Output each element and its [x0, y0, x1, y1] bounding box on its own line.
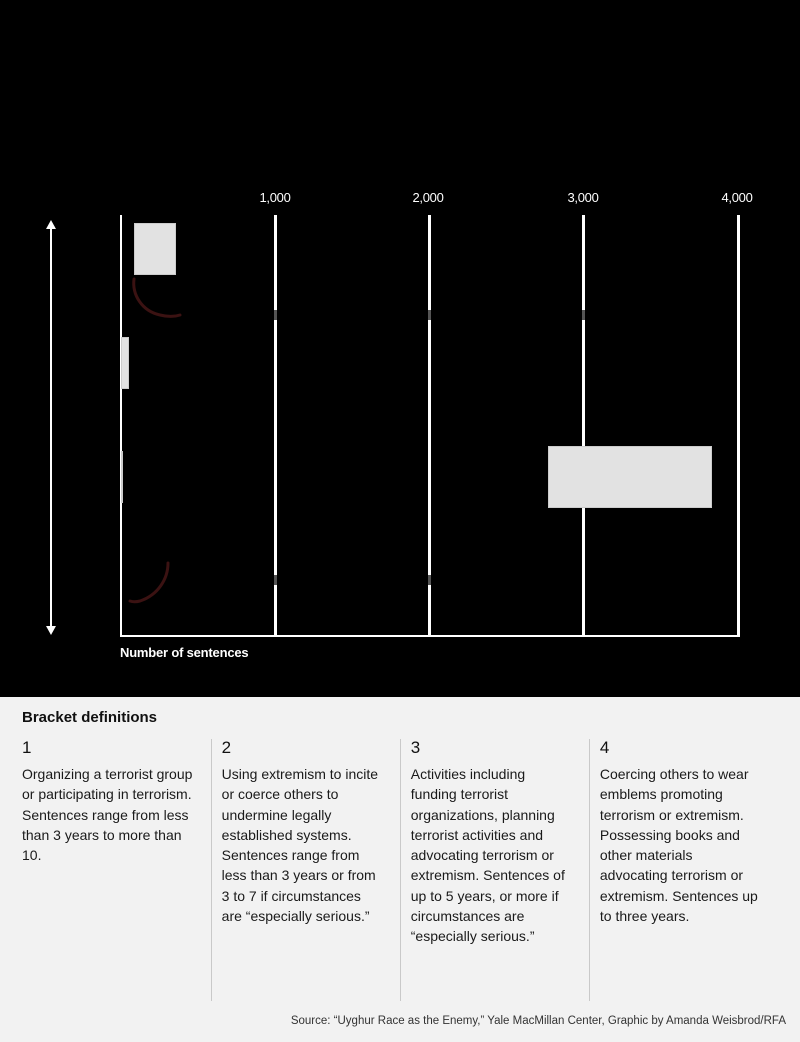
xtick-label-4000: 4,000 [721, 190, 753, 205]
definition-number-1: 1 [22, 738, 32, 757]
bar-bracket-2 [121, 337, 129, 389]
bar-bracket-4 [548, 446, 712, 508]
definition-text-2: Using extremism to incite or coerce others to undermine legally established systems. Sentences range from less than 3 years or from 3 to 7 if circumstances are “especially serious.” [221, 766, 379, 925]
bar-bracket-1 [134, 223, 176, 275]
definition-number-4: 4 [599, 738, 610, 757]
definition-item-1 [22, 739, 211, 1001]
x-axis-title: Number of sentences [120, 645, 249, 660]
gridline-1000 [274, 215, 277, 637]
gridline-4000 [737, 215, 740, 637]
definition-item-4 [589, 739, 778, 1001]
gridline-3000 [582, 215, 585, 637]
minor-tick [428, 310, 431, 320]
bracket-definitions-section [0, 697, 800, 1042]
minor-tick [274, 310, 277, 320]
definitions-columns [22, 739, 778, 1001]
definition-item-3 [400, 739, 589, 1001]
annotation-squiggle-icon [128, 561, 174, 607]
xtick-label-1000: 1,000 [259, 190, 291, 205]
definition-number-3: 3 [410, 738, 421, 757]
annotation-squiggle-icon [128, 277, 184, 323]
y-axis-line [120, 215, 122, 637]
minor-tick [428, 575, 431, 585]
plot-area [120, 215, 740, 637]
y-axis-arrow-icon [44, 220, 58, 635]
gridline-2000 [428, 215, 431, 637]
definitions-heading: Bracket definitions [22, 709, 158, 726]
xtick-label-3000: 3,000 [567, 190, 599, 205]
minor-tick [582, 310, 585, 320]
definition-text-3: Activities including funding terrorist organizations, planning terrorist activities and advocating terrorism or extremism. Sentences of up to 5 years, or more if circumstances are “especially serious.” [410, 766, 565, 945]
x-axis-line [120, 635, 740, 637]
source-credit: Source: “Uyghur Race as the Enemy,” Yale MacMillan Center, Graphic by Amanda Weisbrod/RFA [290, 1015, 786, 1027]
bar-bracket-3 [121, 451, 123, 503]
definition-text-4: Coercing others to wear emblems promoting terrorism or extremism. Possessing books and other materials advocating terrorism or extremism. Sentences up to three years. [599, 766, 758, 925]
definition-text-1: Organizing a terrorist group or participating in terrorism. Sentences range from less than 3 years to more than 10. [22, 766, 193, 864]
xtick-label-2000: 2,000 [412, 190, 444, 205]
definition-item-2 [211, 739, 400, 1001]
definition-number-2: 2 [221, 738, 232, 757]
minor-tick [274, 575, 277, 585]
